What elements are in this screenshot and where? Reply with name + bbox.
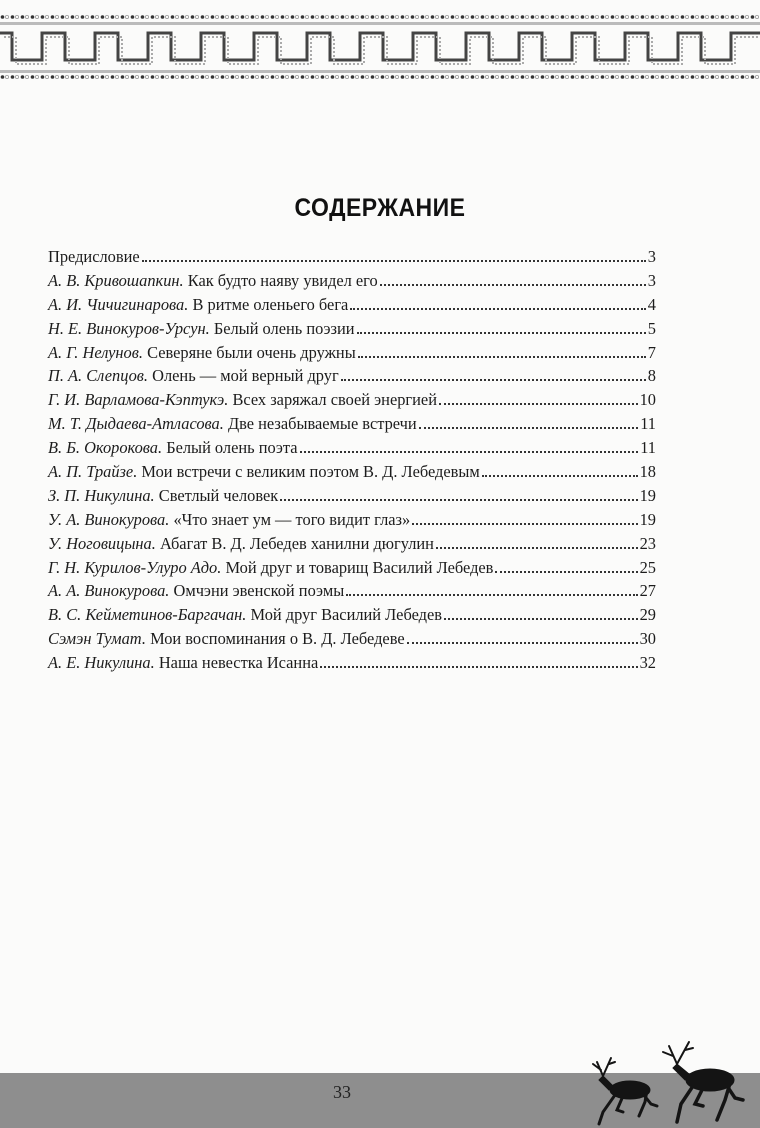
page-title: СОДЕРЖАНИЕ [294, 194, 466, 222]
entry-title: Мой друг Василий Лебедев [250, 605, 442, 625]
entry-page: 3 [647, 247, 656, 266]
entry-title: Мой друг и товарищ Василий Лебедев [225, 557, 494, 577]
entry-author: В. Б. Окорокова. [48, 438, 163, 458]
entry-author: П. А. Слепцов. [48, 366, 149, 386]
entry-page: 30 [639, 629, 656, 649]
dot-leader [419, 427, 639, 429]
entry-author: У. Ноговицына. [48, 533, 156, 553]
dot-leader [280, 499, 637, 501]
entry-author: А. И. Чичигинарова. [48, 294, 189, 314]
toc-entry[interactable] [48, 271, 656, 295]
entry-author: Сэмэн Тумат. [48, 629, 146, 649]
dot-leader [412, 523, 637, 525]
entry-title: Абагат В. Д. Лебедев ханилни дюгулин [159, 533, 434, 553]
toc-entry[interactable] [48, 366, 656, 390]
entry-title: Омчэни эвенской поэмы [173, 581, 345, 601]
entry-author: А. П. Трайзе. [48, 462, 138, 482]
dot-leader [346, 594, 637, 596]
entry-page: 19 [639, 485, 656, 505]
toc-entry[interactable] [48, 534, 656, 558]
dot-leader [436, 547, 638, 549]
entry-page: 4 [647, 294, 656, 314]
entry-title: Северяне были очень дружны [147, 342, 356, 362]
dot-leader [495, 571, 637, 573]
entry-title: Наша невестка Исанна [158, 653, 319, 673]
page-number: 33 [333, 1082, 351, 1102]
dot-leader [320, 666, 637, 668]
entry-title: Предисловие [48, 247, 140, 266]
entry-page: 27 [639, 581, 656, 601]
entry-author: Г. Н. Курилов-Улуро Адо. [48, 557, 222, 577]
dot-leader [350, 308, 645, 310]
entry-author: З. П. Никулина. [48, 485, 155, 505]
entry-title: Как будто наяву увидел его [187, 270, 378, 290]
entry-page: 5 [647, 318, 656, 338]
entry-page: 18 [639, 462, 656, 482]
entry-author: А. Е. Никулина. [48, 653, 155, 673]
entry-page: 29 [639, 605, 656, 625]
dot-leader [380, 284, 646, 286]
entry-author: У. А. Винокурова. [48, 509, 170, 529]
toc-entry[interactable] [48, 558, 656, 582]
entry-title: «Что знает ум — того видит глаз» [173, 509, 411, 529]
entry-title: Две незабываемые встречи [227, 414, 417, 434]
toc-entry[interactable] [48, 486, 656, 510]
entry-page: 7 [647, 342, 656, 362]
entry-author: Г. И. Варламова-Кэптукэ. [48, 390, 229, 410]
entry-author: А. В. Кривошапкин. [48, 270, 184, 290]
dot-leader [358, 356, 646, 358]
entry-title: В ритме оленьего бега [192, 294, 349, 314]
entry-title: Светлый человек [158, 485, 279, 505]
toc-entry[interactable] [48, 390, 656, 414]
dot-leader [439, 403, 638, 405]
toc-entry[interactable] [48, 319, 656, 343]
entry-page: 3 [647, 270, 656, 290]
ornamental-border [0, 8, 760, 84]
entry-author: Н. Е. Винокуров-Урсун. [48, 318, 210, 338]
entry-page: 8 [647, 366, 656, 386]
toc-entry[interactable] [48, 462, 656, 486]
dot-leader [142, 260, 646, 262]
entry-author: А. Г. Нелунов. [48, 342, 143, 362]
toc-entry[interactable] [48, 247, 656, 271]
entry-author: А. А. Винокурова. [48, 581, 170, 601]
dot-leader [444, 618, 638, 620]
entry-title: Всех заряжал своей энергией [232, 390, 437, 410]
entry-page: 10 [639, 390, 656, 410]
table-of-contents [48, 247, 656, 677]
dot-leader [341, 379, 646, 381]
toc-entry[interactable] [48, 653, 656, 677]
toc-entry[interactable] [48, 438, 656, 462]
entry-page: 25 [639, 557, 656, 577]
dot-leader [357, 332, 646, 334]
toc-entry[interactable] [48, 295, 656, 319]
entry-title: Белый олень поэта [166, 438, 298, 458]
toc-entry[interactable] [48, 343, 656, 367]
entry-page: 11 [640, 438, 656, 458]
toc-entry[interactable] [48, 629, 656, 653]
entry-author: В. С. Кейметинов-Баргачан. [48, 605, 247, 625]
entry-page: 11 [640, 414, 656, 434]
entry-title: Мои воспоминания о В. Д. Лебедеве [150, 629, 405, 649]
toc-entry[interactable] [48, 510, 656, 534]
entry-title: Мои встречи с великим поэтом В. Д. Лебедевым [141, 462, 480, 482]
toc-entry[interactable] [48, 581, 656, 605]
entry-page: 19 [639, 509, 656, 529]
entry-title: Олень — мой верный друг [152, 366, 339, 386]
dot-leader [300, 451, 639, 453]
reindeer-illustration [585, 1040, 760, 1128]
dot-leader [482, 475, 638, 477]
entry-page: 23 [639, 533, 656, 553]
entry-title: Белый олень поэзии [213, 318, 355, 338]
entry-page: 32 [639, 653, 656, 673]
toc-entry[interactable] [48, 414, 656, 438]
toc-entry[interactable] [48, 605, 656, 629]
dot-leader [407, 642, 638, 644]
entry-author: М. Т. Дыдаева-Атласова. [48, 414, 224, 434]
